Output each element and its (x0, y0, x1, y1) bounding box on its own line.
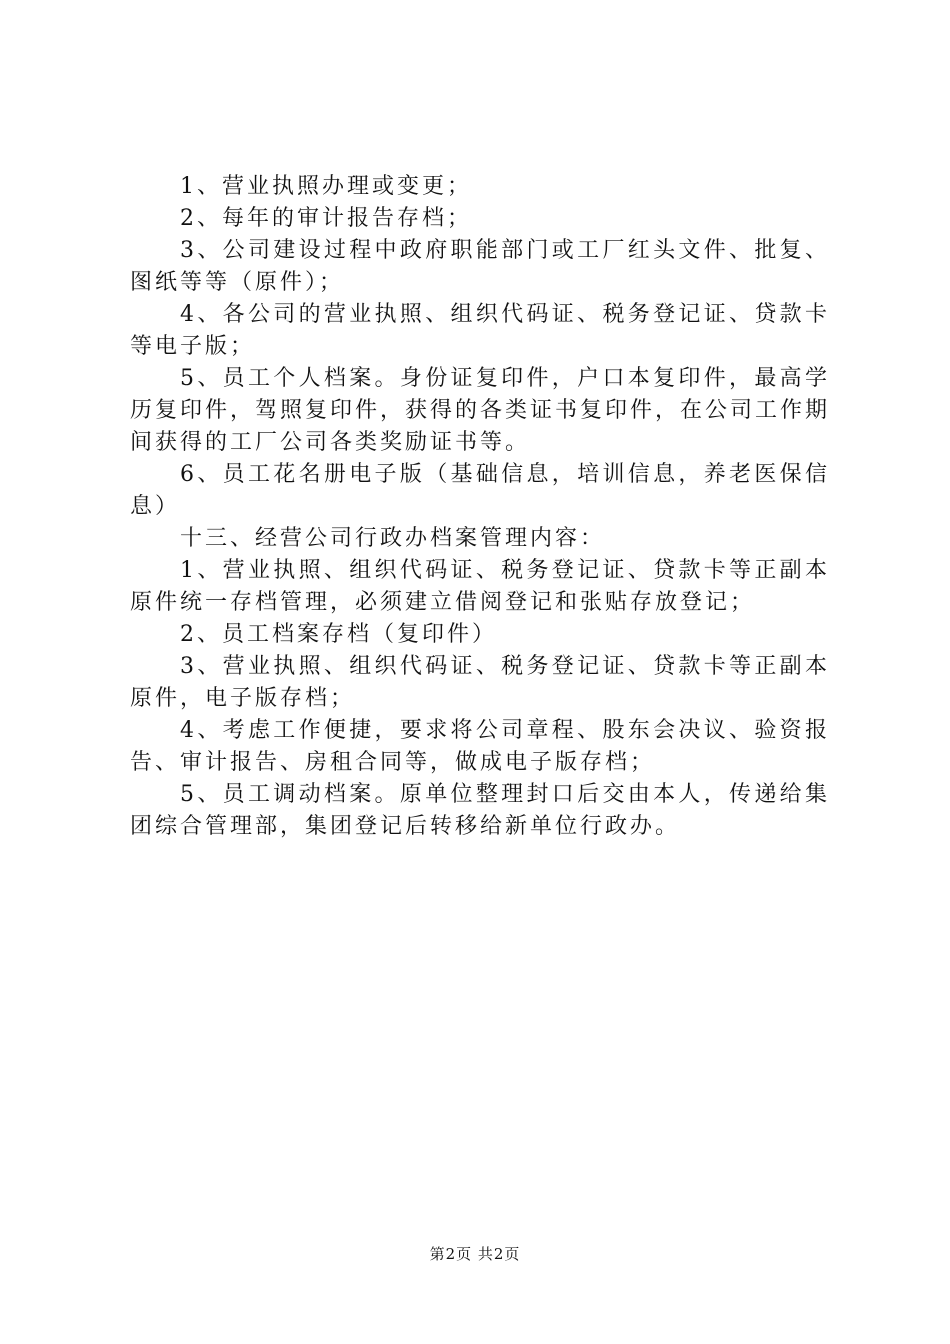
paragraph: 1、营业执照办理或变更； (180, 174, 472, 199)
paragraph: 3、公司建设过程中政府职能部门或工厂红头文件、批复、图纸等等（原件）； (130, 238, 830, 295)
paragraph: 1、营业执照、组织代码证、税务登记证、贷款卡等正副本原件统一存档管理，必须建立借阅登记和张贴存放登记； (130, 558, 830, 615)
section-heading: 十三、经营公司行政办档案管理内容： (180, 526, 606, 551)
paragraph: 4、各公司的营业执照、组织代码证、税务登记证、贷款卡等电子版； (130, 302, 830, 359)
document-body (130, 171, 830, 843)
paragraph: 3、营业执照、组织代码证、税务登记证、贷款卡等正副本原件，电子版存档； (130, 654, 830, 711)
paragraph: 2、员工档案存档（复印件） (180, 622, 497, 647)
paragraph: 5、员工个人档案。身份证复印件，户口本复印件，最高学历复印件，驾照复印件，获得的各类证书复印件，在公司工作期间获得的工厂公司各类奖励证书等。 (130, 366, 831, 455)
paragraph: 2、每年的审计报告存档； (180, 206, 472, 231)
paragraph: 6、员工花名册电子版（基础信息，培训信息，养老医保信息） (130, 462, 830, 519)
page-number-footer: 第2页 共2页 (429, 1245, 521, 1263)
paragraph: 5、员工调动档案。原单位整理封口后交由本人，传递给集团综合管理部，集团登记后转移给新单位行政办。 (130, 782, 830, 839)
paragraph: 4、考虑工作便捷，要求将公司章程、股东会决议、验资报告、审计报告、房租合同等，做成电子版存档； (130, 718, 830, 775)
